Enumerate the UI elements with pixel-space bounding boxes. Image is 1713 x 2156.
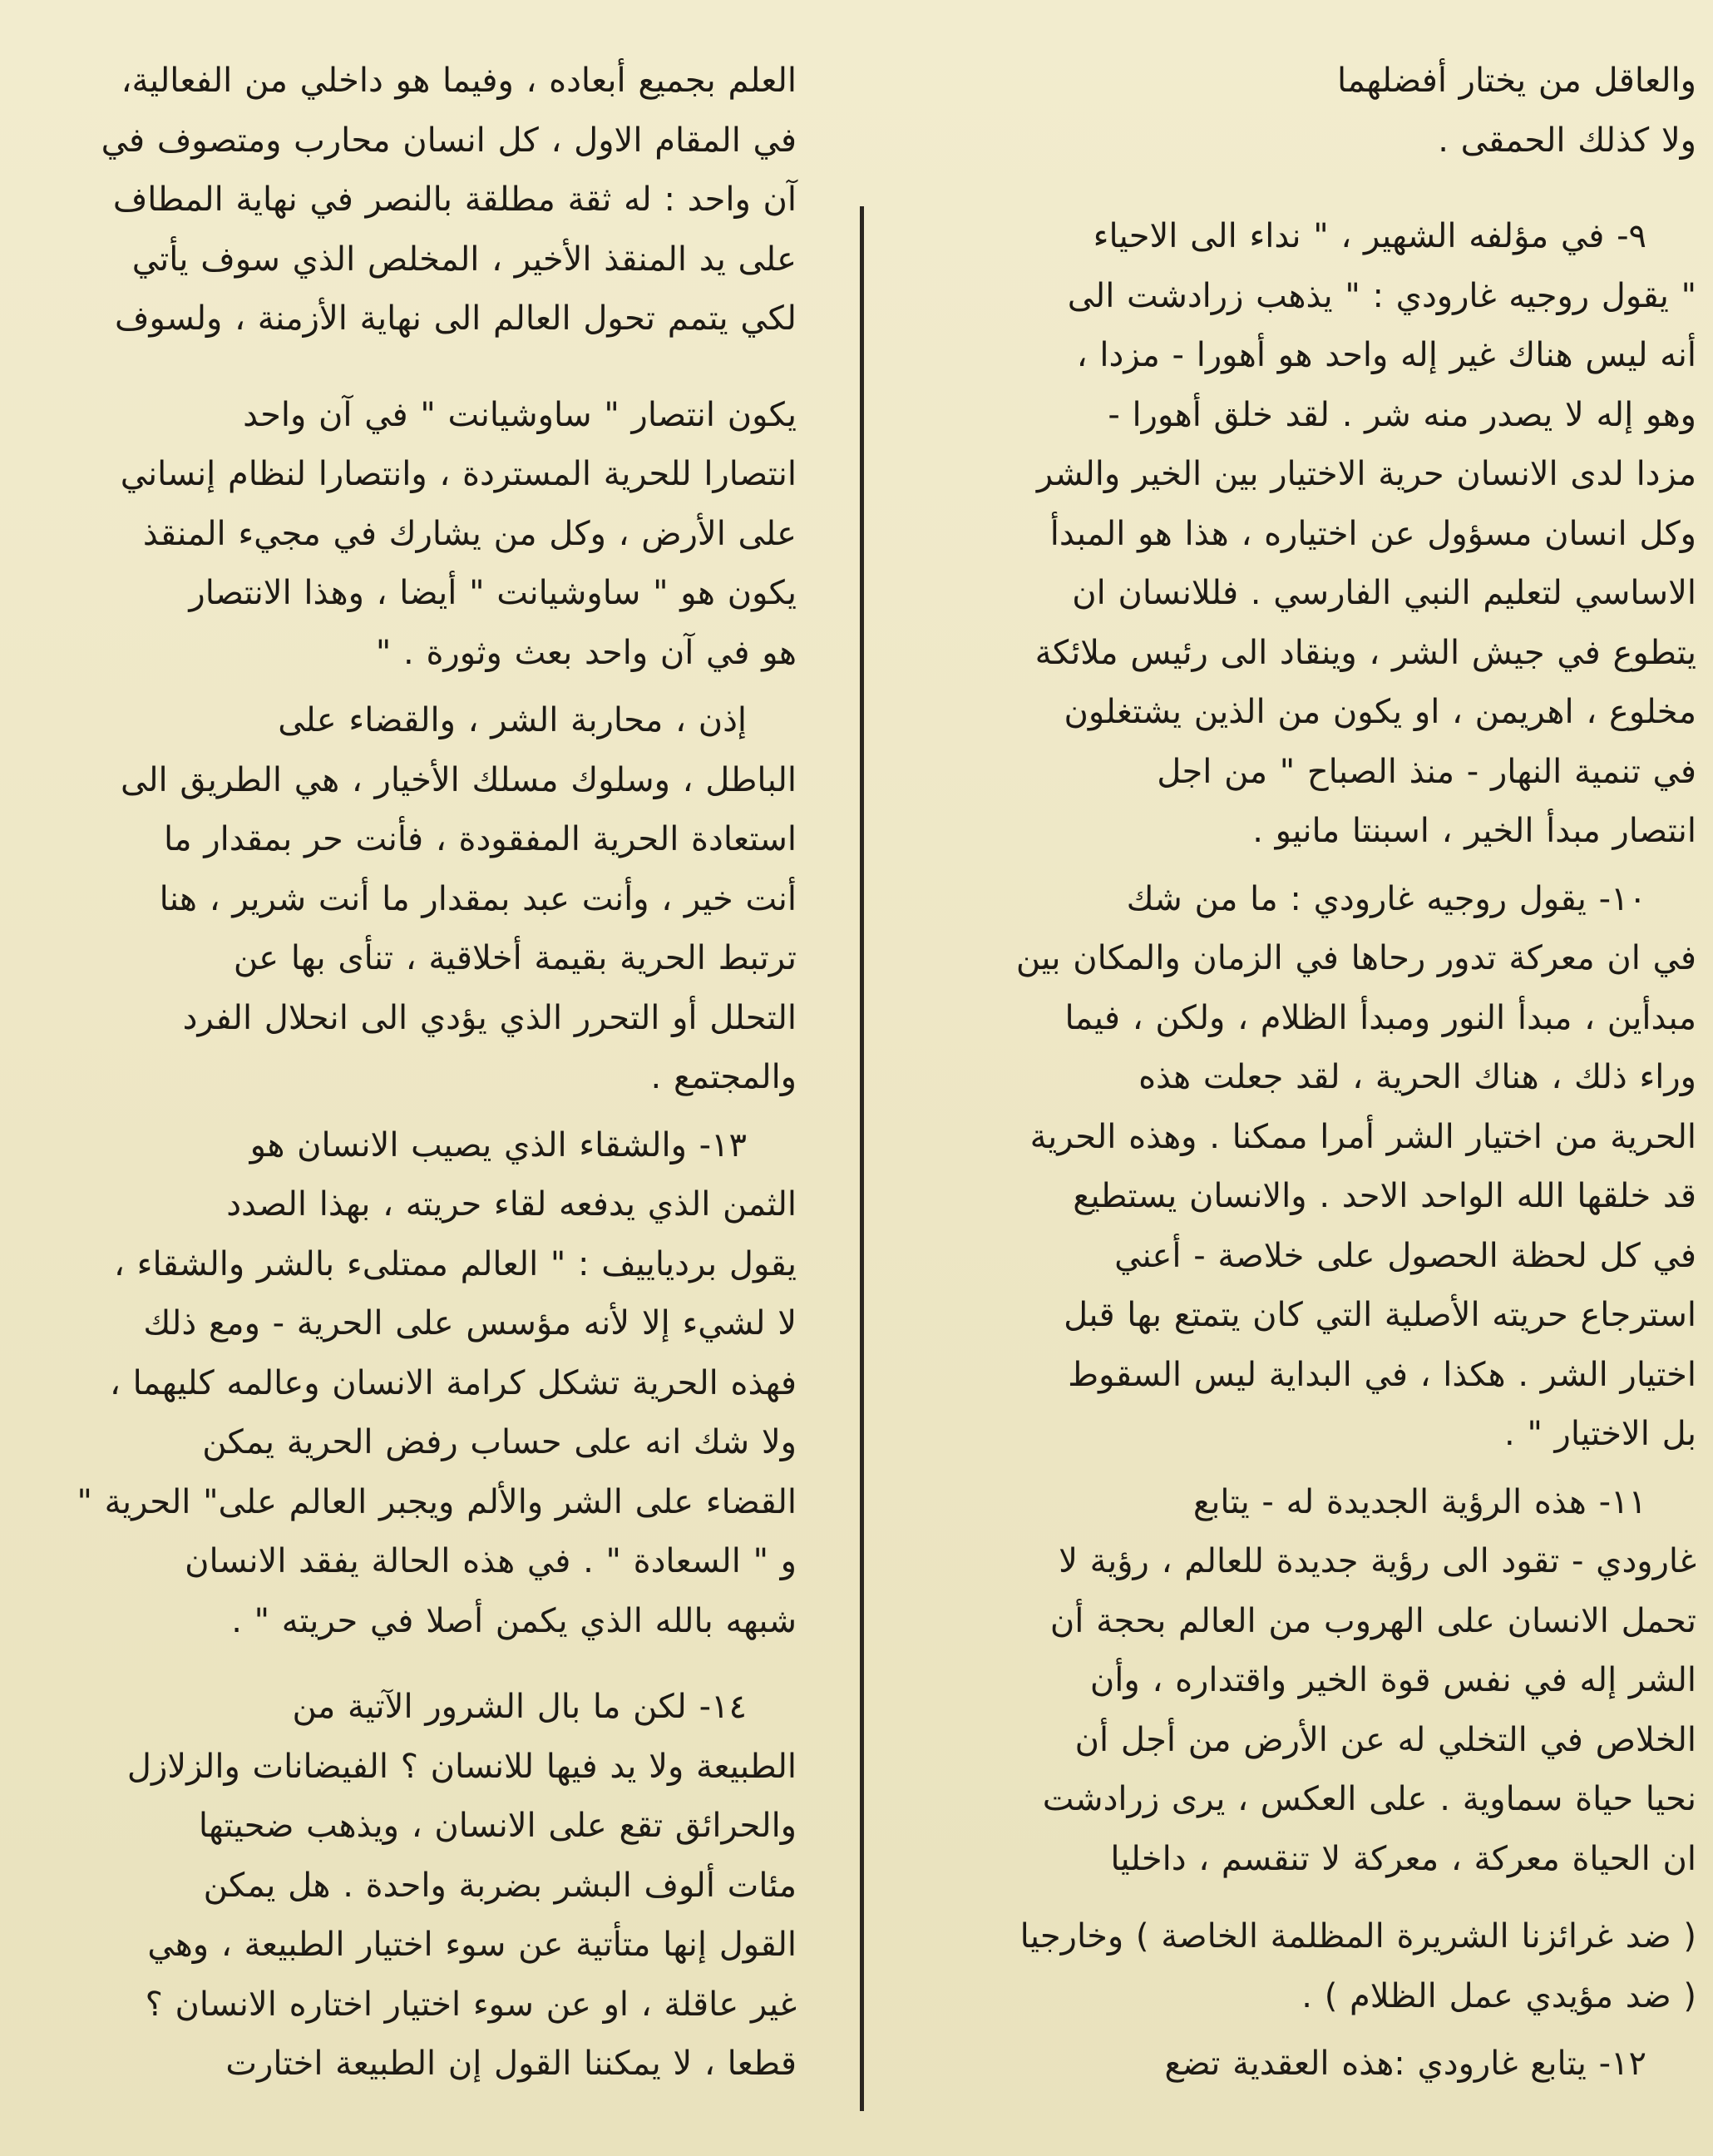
section-9-paragraph	[940, 207, 1696, 862]
text-line: ( ضد غرائزنا الشريرة المظلمة الخاصة ) وخارجيا	[1019, 1917, 1696, 1956]
text-line: والعاقل من يختار أفضلهما	[1337, 62, 1696, 100]
text-line: الحرية من اختيار الشر أمرا ممكنا . وهذه الحرية	[1029, 1117, 1696, 1156]
text-line: انتصار مبدأ الخير ، اسبنتا مانيو .	[1252, 812, 1696, 850]
text-line: بل الاختيار " .	[1504, 1415, 1696, 1453]
text-line: الخلاص في التخلي له عن الأرض من أجل أن	[1074, 1720, 1696, 1759]
text-line: ١٣- والشقاء الذي يصيب الانسان هو	[249, 1125, 747, 1165]
text-line: ترتبط الحرية بقيمة أخلاقية ، تنأى بها عن	[233, 939, 797, 977]
text-line: أنه ليس هناك غير إله واحد هو أهورا - مزدا ،	[1076, 336, 1696, 374]
text-line: ان الحياة معركة ، معركة لا تنقسم ، داخليا	[1110, 1839, 1696, 1878]
text-line: آن واحد : له ثقة مطلقة بالنصر في نهاية المطاف	[112, 180, 797, 219]
text-line: انتصارا للحرية المستردة ، وانتصارا لنظام إنساني	[120, 455, 797, 493]
text-line: في ان معركة تدور رحاها في الزمان والمكان بين	[1015, 939, 1696, 977]
text-line: ولا شك انه على حساب رفض الحرية يمكن	[202, 1423, 797, 1461]
text-line: مزدا لدى الانسان حرية الاختيار بين الخير والشر	[1036, 455, 1696, 493]
text-line: ١٠- يقول روجيه غارودي : ما من شك	[1126, 879, 1646, 918]
text-line: الباطل ، وسلوك مسلك الأخيار ، هي الطريق الى	[121, 760, 797, 799]
section-13-paragraph	[32, 1116, 797, 1652]
text-line: يكون هو " ساوشيانت " أيضا ، وهذا الانتصار	[189, 574, 797, 612]
text-line: " يقول روجيه غارودي : " يذهب زرادشت الى	[1067, 276, 1696, 315]
text-line: شبهه بالله الذي يكمن أصلا في حريته " .	[231, 1601, 797, 1640]
text-line: في كل لحظة الحصول على خلاصة - أعني	[1114, 1236, 1696, 1275]
right-text-column	[940, 52, 1696, 2103]
text-line: غارودي - تقود الى رؤية جديدة للعالم ، رؤية لا	[1059, 1542, 1696, 1580]
text-line: ١٢- يتابع غارودي :هذه العقدية تضع	[1164, 2045, 1646, 2083]
section-14-paragraph	[32, 1678, 797, 2094]
continuation-paragraph-2	[32, 386, 797, 684]
text-line: وراء ذلك ، هناك الحرية ، لقد جعلت هذه	[1138, 1058, 1696, 1096]
text-line: قد خلقها الله الواحد الاحد . والانسان يستطيع	[1073, 1177, 1696, 1215]
section-11-paragraph	[940, 1473, 1696, 2027]
section-10-paragraph	[940, 870, 1696, 1465]
section-12-paragraph	[940, 2035, 1696, 2094]
text-line: العلم بجميع أبعاده ، وفيما هو داخلي من الفعالية،	[121, 62, 797, 100]
text-line: القول إنها متأتية عن سوء اختيار الطبيعة ، وهي	[147, 1926, 797, 1964]
text-line: لا لشيء إلا لأنه مؤسس على الحرية - ومع ذلك	[143, 1304, 797, 1343]
text-line: استرجاع حريته الأصلية التي كان يتمتع بها قبل	[1064, 1296, 1696, 1334]
text-line: القضاء على الشر والألم ويجبر العالم على" الحرية "	[77, 1482, 797, 1521]
conclusion-paragraph	[32, 691, 797, 1108]
text-line: غير عاقلة ، او عن سوء اختيار اختاره الانسان ؟	[145, 1985, 797, 2024]
text-line: على الأرض ، وكل من يشارك في مجيء المنقذ	[142, 514, 797, 553]
text-line: اختيار الشر . هكذا ، في البداية ليس السقوط	[1068, 1355, 1696, 1394]
text-line: إذن ، محاربة الشر ، والقضاء على	[278, 701, 747, 739]
text-line: الطبيعة ولا يد فيها للانسان ؟ الفيضانات والزلازل	[126, 1747, 797, 1786]
text-line: ١٤- لكن ما بال الشرور الآتية من	[292, 1688, 747, 1726]
text-line: ٩- في مؤلفه الشهير ، " نداء الى الاحياء	[1093, 217, 1646, 255]
text-line: وكل انسان مسؤول عن اختياره ، هذا هو المبدأ	[1049, 514, 1696, 553]
text-line: مبدأين ، مبدأ النور ومبدأ الظلام ، ولكن ، فيما	[1064, 998, 1696, 1037]
text-line: الشر إله في نفس قوة الخير واقتداره ، وأن	[1089, 1661, 1696, 1699]
text-line: والمجتمع .	[650, 1058, 797, 1096]
text-line: والحرائق تقع على الانسان ، ويذهب ضحيتها	[198, 1807, 797, 1845]
text-line: التحلل أو التحرر الذي يؤدي الى انحلال الفرد	[182, 998, 797, 1037]
text-line: استعادة الحرية المفقودة ، فأنت حر بمقدار ما	[163, 820, 797, 858]
text-line: الاساسي لتعليم النبي الفارسي . فللانسان ان	[1072, 574, 1696, 612]
text-line: ( ضد مؤيدي عمل الظلام ) .	[1301, 1976, 1696, 2015]
text-line: مئات ألوف البشر بضربة واحدة . هل يمكن	[203, 1866, 797, 1905]
text-line: قطعا ، لا يمكننا القول إن الطبيعة اختارت	[225, 2045, 797, 2083]
intro-paragraph	[940, 52, 1696, 171]
text-line: لكي يتمم تحول العالم الى نهاية الأزمنة ، ولسوف	[115, 299, 797, 338]
left-text-column	[32, 52, 797, 2103]
text-line: هو في آن واحد بعث وثورة . "	[375, 633, 797, 672]
text-line: الثمن الذي يدفعه لقاء حريته ، بهذا الصدد	[226, 1185, 797, 1224]
text-line: على يد المنقذ الأخير ، المخلص الذي سوف يأتي	[131, 240, 797, 279]
text-line: و " السعادة " . في هذه الحالة يفقد الانسان	[185, 1542, 797, 1580]
text-line: ١١- هذه الرؤية الجديدة له - يتابع	[1192, 1482, 1646, 1521]
text-line: وهو إله لا يصدر منه شر . لقد خلق أهورا -	[1108, 395, 1696, 434]
text-line: ولا كذلك الحمقى .	[1438, 121, 1696, 160]
text-line: في المقام الاول ، كل انسان محارب ومتصوف في	[101, 121, 797, 160]
text-line: في تنمية النهار - منذ الصباح " من اجل	[1157, 752, 1696, 791]
text-line: فهذه الحرية تشكل كرامة الانسان وعالمه كليهما ،	[109, 1363, 797, 1402]
text-line: مخلوع ، اهريمن ، او يكون من الذين يشتغلون	[1064, 693, 1696, 731]
text-line: أنت خير ، وأنت عبد بمقدار ما أنت شرير ، هنا	[159, 879, 797, 918]
column-divider	[860, 206, 864, 2111]
text-line: يكون انتصار " ساوشيانت " في آن واحد	[243, 395, 797, 434]
text-line: تحمل الانسان على الهروب من العالم بحجة أن	[1049, 1601, 1696, 1640]
text-line: يتطوع في جيش الشر ، وينقاد الى رئيس ملائكة	[1034, 633, 1696, 672]
continuation-paragraph	[32, 52, 797, 349]
text-line: نحيا حياة سماوية . على العكس ، يرى زرادشت	[1042, 1780, 1696, 1818]
text-line: يقول بردياييف : " العالم ممتلىء بالشر والشقاء ،	[114, 1244, 797, 1283]
